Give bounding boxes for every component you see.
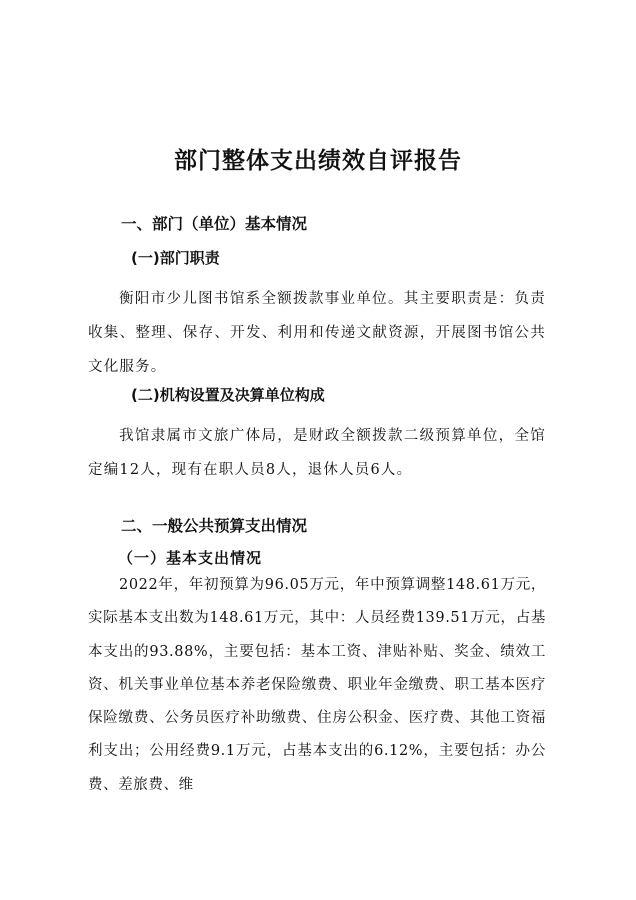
section-heading-budget-expenditure: 二、一般公共预算支出情况 xyxy=(121,517,308,535)
paragraph-duties xyxy=(88,282,546,384)
paragraph-organization xyxy=(88,419,546,487)
subsection-heading-organization: (二)机构设置及决算单位构成 xyxy=(131,386,325,404)
section-heading-basic-info: 一、部门（单位）基本情况 xyxy=(121,215,308,233)
paragraph-organization-text: 我馆隶属市文旅广体局，是财政全额拨款二级预算单位，全馆定编12人，现有在职人员8人，退休人员6人。 xyxy=(88,428,546,478)
subsection-heading-duties: (一)部门职责 xyxy=(131,249,220,267)
paragraph-duties-text: 衡阳市少儿图书馆系全额拨款事业单位。其主要职责是：负责收集、整理、保存、开发、利用和传递文献资源，开展图书馆公共文化服务。 xyxy=(88,291,546,375)
report-title: 部门整体支出绩效自评报告 xyxy=(174,148,462,174)
subsection-heading-basic-expenditure: （一）基本支出情况 xyxy=(118,549,263,567)
paragraph-basic-expenditure xyxy=(88,569,546,802)
paragraph-basic-expenditure-text: 2022年，年初预算为96.05万元，年中预算调整148.61万元，实际基本支出数为148.61万元，其中：人员经费139.51万元，占基本支出的93.88%，主要包括：基本工资、津贴补贴、奖金、绩效工资、机关事业单位基本养老保险缴费、职业年金缴费、职工基本医疗保险缴费、公务员医疗补助缴费、住房公积金、医疗费、其他工资福利支出；公用经费9.1万元，占基本支出的6.12%，主要包括：办公费、差旅费、维 xyxy=(88,577,546,793)
